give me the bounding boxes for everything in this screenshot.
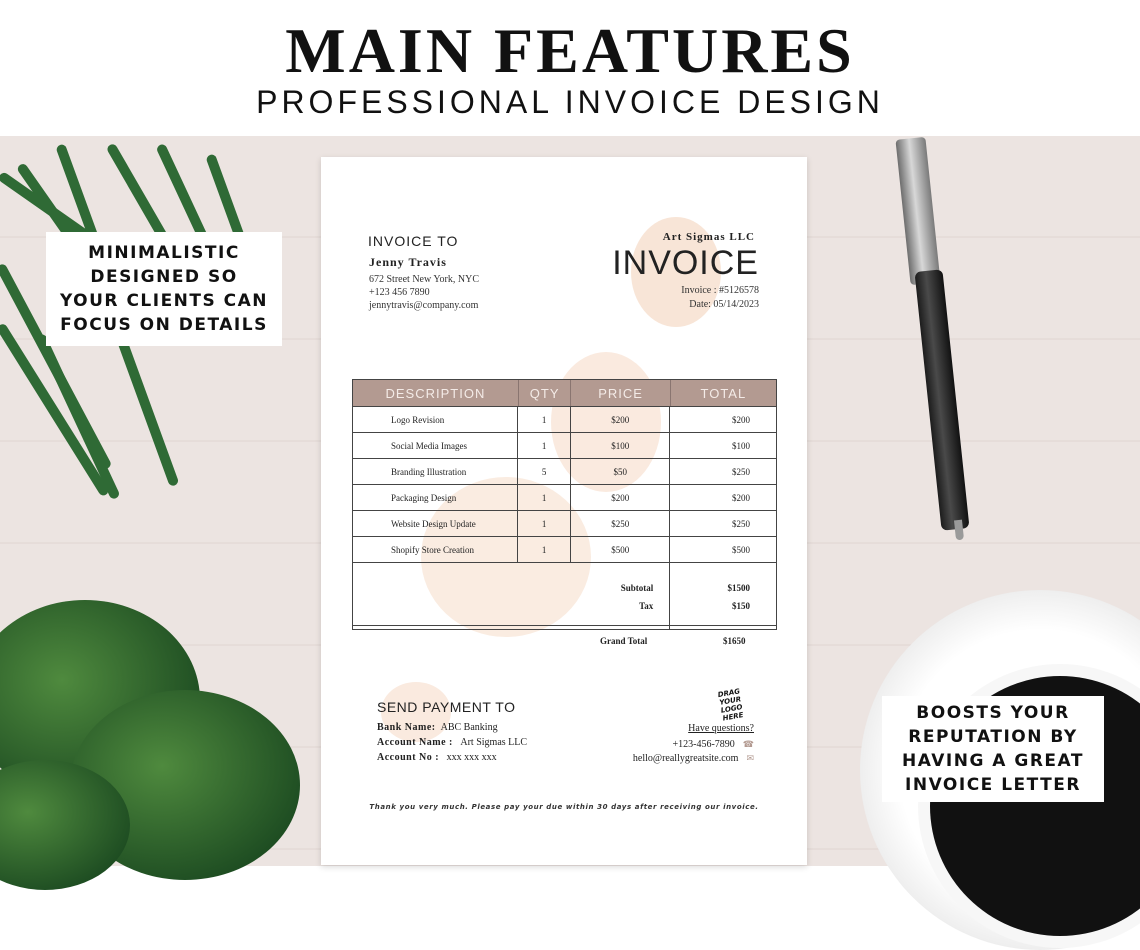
invoice-to-heading: INVOICE TO xyxy=(368,233,459,249)
item-description: Packaging Design xyxy=(353,485,518,510)
invoice-date: Date: 05/14/2023 xyxy=(689,299,759,310)
item-price: $50 xyxy=(571,459,670,484)
phone-icon: ☎ xyxy=(742,739,754,749)
item-price: $200 xyxy=(571,485,670,510)
payment-heading: SEND PAYMENT TO xyxy=(377,699,516,715)
invoice-paper xyxy=(321,157,807,865)
table-header xyxy=(353,380,776,406)
client-phone: +123 456 7890 xyxy=(369,287,430,298)
item-total: $100 xyxy=(732,440,750,451)
item-price: $200 xyxy=(571,407,670,432)
subtotal-value: $1500 xyxy=(727,583,750,593)
column-header-qty: QTY xyxy=(519,380,572,406)
item-qty: 1 xyxy=(518,485,571,510)
table-row xyxy=(353,432,776,458)
bank-line xyxy=(377,722,498,733)
item-qty: 5 xyxy=(518,459,571,484)
table-row xyxy=(353,510,776,536)
column-header-description: DESCRIPTION xyxy=(353,380,519,406)
table-row xyxy=(353,458,776,484)
client-name: Jenny Travis xyxy=(369,255,447,269)
invoice-title: INVOICE xyxy=(612,244,759,282)
item-total: $200 xyxy=(732,414,750,425)
client-address: 672 Street New York, NYC xyxy=(369,274,479,285)
item-description: Branding Illustration xyxy=(353,459,518,484)
callout-right-text: BOOSTS YOUR REPUTATION BY HAVING A GREAT INVOICE LETTER xyxy=(902,703,1084,795)
company-name: Art Sigmas LLC xyxy=(662,231,755,243)
questions-link[interactable]: Have questions? xyxy=(688,723,754,734)
callout-minimalistic xyxy=(46,232,282,346)
account-name-line xyxy=(377,737,527,748)
callout-reputation xyxy=(882,696,1104,802)
contact-phone-text: +123-456-7890 xyxy=(672,739,735,750)
item-price: $100 xyxy=(571,433,670,458)
item-total: $200 xyxy=(732,492,750,503)
grand-total-label: Grand Total xyxy=(600,636,648,646)
contact-phone xyxy=(672,739,754,750)
column-header-total: TOTAL xyxy=(700,385,747,401)
item-qty: 1 xyxy=(518,407,571,432)
item-total: $500 xyxy=(732,544,750,555)
summary-block xyxy=(353,562,776,629)
client-email: jennytravis@company.com xyxy=(369,300,479,311)
mail-icon: ✉ xyxy=(746,753,754,763)
grand-total-value: $1650 xyxy=(723,636,746,646)
item-description: Shopify Store Creation xyxy=(353,537,518,562)
contact-email-text: hello@reallygreatsite.com xyxy=(632,753,739,764)
item-qty: 1 xyxy=(518,433,571,458)
item-qty: 1 xyxy=(518,511,571,536)
invoice-number: Invoice : #5126578 xyxy=(681,285,759,296)
total-divider xyxy=(352,625,777,630)
table-row xyxy=(353,406,776,432)
table-row xyxy=(353,536,776,562)
header-band xyxy=(0,0,1140,136)
invoice-table xyxy=(352,379,777,630)
column-header-price: PRICE xyxy=(571,380,670,406)
item-total: $250 xyxy=(732,518,750,529)
account-name-label: Account Name : xyxy=(377,737,453,748)
footer-note: Thank you very much. Please pay your due within 30 days after receiving our invoice. xyxy=(369,803,759,811)
bank-label: Bank Name: xyxy=(377,722,436,733)
item-description: Social Media Images xyxy=(353,433,518,458)
item-price: $500 xyxy=(571,537,670,562)
item-description: Logo Revision xyxy=(353,407,518,432)
account-no-value: xxx xxx xxx xyxy=(446,752,497,763)
account-name-value: Art Sigmas LLC xyxy=(460,737,528,748)
item-total: $250 xyxy=(732,466,750,477)
main-title: MAIN FEATURES xyxy=(285,15,855,86)
item-price: $250 xyxy=(571,511,670,536)
tax-label: Tax xyxy=(639,601,654,611)
bank-value: ABC Banking xyxy=(440,722,498,733)
callout-left-text: MINIMALISTIC DESIGNED SO YOUR CLIENTS CAN FOCUS ON DETAILS xyxy=(59,243,269,335)
item-qty: 1 xyxy=(518,537,571,562)
contact-email xyxy=(633,753,754,764)
subtitle: PROFESSIONAL INVOICE DESIGN xyxy=(256,84,884,120)
tax-value: $150 xyxy=(732,601,750,611)
subtotal-label: Subtotal xyxy=(620,583,654,593)
account-no-label: Account No : xyxy=(377,752,440,763)
logo-placeholder: DRAG YOUR LOGO HERE xyxy=(717,687,745,723)
table-row xyxy=(353,484,776,510)
account-no-line xyxy=(377,752,497,763)
item-description: Website Design Update xyxy=(353,511,518,536)
